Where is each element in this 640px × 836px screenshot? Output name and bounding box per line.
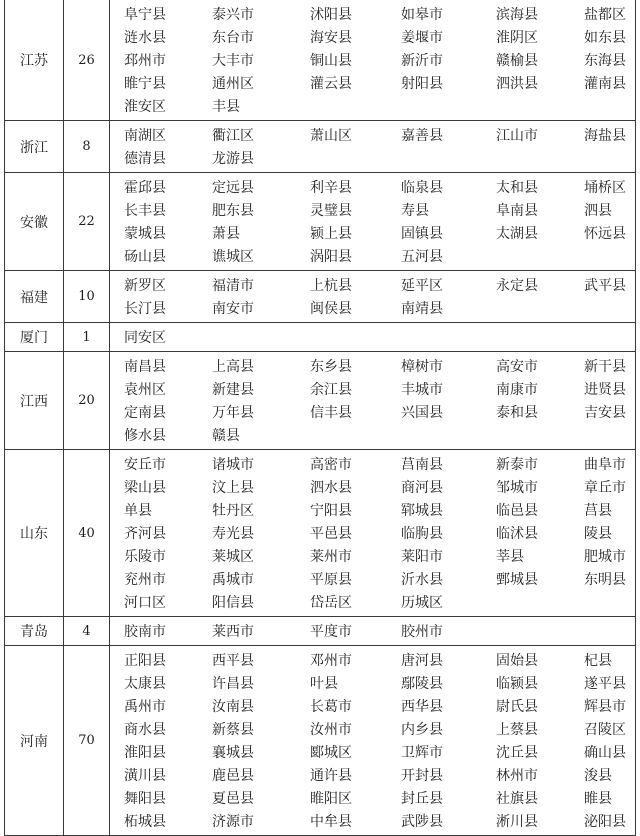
county-name: 莒县: [584, 503, 612, 519]
county-name: 淮阳县: [124, 745, 166, 761]
county-name: 射阳县: [401, 76, 443, 92]
county-name: 临邑县: [496, 503, 538, 519]
county-name: 滨海县: [496, 7, 538, 23]
county-name: 安丘市: [124, 457, 166, 473]
county-row: [110, 27, 635, 50]
province-name: 厦门: [4, 323, 64, 351]
county-name: 延平区: [401, 278, 443, 294]
county-name: 平邑县: [310, 526, 352, 542]
county-row: [110, 402, 635, 425]
county-count: 8: [64, 121, 110, 172]
county-count: 22: [64, 173, 110, 270]
county-name: 颍上县: [310, 226, 352, 242]
county-name: 西平县: [212, 653, 254, 669]
county-name: 蒙城县: [124, 226, 166, 242]
county-row: [110, 523, 635, 546]
county-name: 潢川县: [124, 768, 166, 784]
county-name: 丰县: [212, 99, 240, 115]
province-name: 河南: [4, 646, 64, 835]
county-row: [110, 477, 635, 500]
county-name: 闽侯县: [310, 301, 352, 317]
county-name: 涟水县: [124, 30, 166, 46]
county-name: 灌南县: [584, 76, 626, 92]
county-name: 南康市: [496, 382, 538, 398]
county-row: [110, 621, 635, 644]
county-name: 霍邱县: [124, 180, 166, 196]
province-section: [4, 617, 636, 646]
county-name: 许昌县: [212, 676, 254, 692]
county-name: 齐河县: [124, 526, 166, 542]
county-name: 肥城市: [584, 549, 626, 565]
county-name: 五河县: [401, 249, 443, 265]
province-section: [4, 121, 636, 173]
county-name: 阜宁县: [124, 7, 166, 23]
county-list: [110, 0, 636, 120]
county-row: [110, 96, 635, 119]
county-row: [110, 719, 635, 742]
county-name: 宁阳县: [310, 503, 352, 519]
county-name: 正阳县: [124, 653, 166, 669]
county-row: [110, 223, 635, 246]
county-name: 南安市: [212, 301, 254, 317]
county-name: 沈丘县: [496, 745, 538, 761]
county-name: 鹿邑县: [212, 768, 254, 784]
county-name: 新泰市: [496, 457, 538, 473]
county-name: 姜堰市: [401, 30, 443, 46]
county-name: 如皋市: [401, 7, 443, 23]
county-name: 龙游县: [212, 151, 254, 167]
county-name: 长丰县: [124, 203, 166, 219]
province-section: [4, 450, 636, 617]
county-name: 遂平县: [584, 676, 626, 692]
county-list: [110, 271, 636, 322]
county-name: 郓城县: [401, 503, 443, 519]
county-name: 汝州市: [310, 722, 352, 738]
county-name: 新罗区: [124, 278, 166, 294]
county-name: 叶县: [310, 676, 338, 692]
county-row: [110, 742, 635, 765]
county-name: 沭阳县: [310, 7, 352, 23]
county-name: 谯城区: [212, 249, 254, 265]
county-name: 永定县: [496, 278, 538, 294]
county-name: 砀山县: [124, 249, 166, 265]
county-list: [110, 617, 636, 645]
county-name: 东台市: [212, 30, 254, 46]
province-name: 福建: [4, 271, 64, 322]
county-row: [110, 148, 635, 171]
county-name: 历城区: [401, 595, 443, 611]
county-row: [110, 696, 635, 719]
county-name: 东乡县: [310, 359, 352, 375]
county-list: [110, 121, 636, 172]
county-row: [110, 379, 635, 402]
county-name: 阜南县: [496, 203, 538, 219]
county-name: 胶州市: [401, 624, 443, 640]
county-row: [110, 246, 635, 269]
county-name: 泌阳县: [584, 814, 626, 830]
county-name: 杞县: [584, 653, 612, 669]
county-name: 泗县: [584, 203, 612, 219]
county-row: [110, 500, 635, 523]
county-name: 单县: [124, 503, 152, 519]
county-row: [110, 650, 635, 673]
province-name: 浙江: [4, 121, 64, 172]
county-name: 信丰县: [310, 405, 352, 421]
county-name: 上高县: [212, 359, 254, 375]
county-name: 太湖县: [496, 226, 538, 242]
county-name: 泗水县: [310, 480, 352, 496]
county-name: 睢县: [584, 791, 612, 807]
county-name: 开封县: [401, 768, 443, 784]
county-name: 南昌县: [124, 359, 166, 375]
county-count: 10: [64, 271, 110, 322]
county-name: 社旗县: [496, 791, 538, 807]
county-name: 进贤县: [584, 382, 626, 398]
county-table: [4, 0, 636, 836]
county-name: 埇桥区: [584, 180, 626, 196]
county-count: 1: [64, 323, 110, 351]
county-name: 睢宁县: [124, 76, 166, 92]
county-row: [110, 811, 635, 834]
county-name: 德清县: [124, 151, 166, 167]
county-name: 通许县: [310, 768, 352, 784]
county-name: 诸城市: [212, 457, 254, 473]
county-list: [110, 352, 636, 449]
county-name: 柘城县: [124, 814, 166, 830]
county-name: 邳州市: [124, 53, 166, 69]
county-name: 乐陵市: [124, 549, 166, 565]
county-name: 寿县: [401, 203, 429, 219]
county-name: 鄄城县: [496, 572, 538, 588]
county-name: 东海县: [584, 53, 626, 69]
county-list: [110, 323, 636, 351]
county-name: 樟树市: [401, 359, 443, 375]
county-row: [110, 177, 635, 200]
county-name: 兖州市: [124, 572, 166, 588]
county-name: 赣县: [212, 428, 240, 444]
county-name: 曲阜市: [584, 457, 626, 473]
county-name: 唐河县: [401, 653, 443, 669]
province-name: 山东: [4, 450, 64, 616]
county-row: [110, 298, 635, 321]
county-name: 西华县: [401, 699, 443, 715]
county-name: 淮阴区: [496, 30, 538, 46]
county-name: 临颍县: [496, 676, 538, 692]
province-name: 青岛: [4, 617, 64, 645]
province-section: [4, 173, 636, 271]
county-name: 江山市: [496, 128, 538, 144]
county-name: 铜山县: [310, 53, 352, 69]
county-name: 怀远县: [584, 226, 626, 242]
county-name: 临朐县: [401, 526, 443, 542]
county-name: 海盐县: [584, 128, 626, 144]
county-name: 莒南县: [401, 457, 443, 473]
county-name: 济源市: [212, 814, 254, 830]
county-name: 新蔡县: [212, 722, 254, 738]
county-name: 泰兴市: [212, 7, 254, 23]
county-name: 汝南县: [212, 699, 254, 715]
county-name: 襄城县: [212, 745, 254, 761]
county-row: [110, 765, 635, 788]
county-name: 临泉县: [401, 180, 443, 196]
county-name: 河口区: [124, 595, 166, 611]
county-name: 岱岳区: [310, 595, 352, 611]
county-name: 鄢陵县: [401, 676, 443, 692]
county-name: 梁山县: [124, 480, 166, 496]
county-name: 新沂市: [401, 53, 443, 69]
county-name: 通州区: [212, 76, 254, 92]
county-name: 泗洪县: [496, 76, 538, 92]
county-name: 临沭县: [496, 526, 538, 542]
county-name: 东明县: [584, 572, 626, 588]
county-name: 武平县: [584, 278, 626, 294]
county-name: 武陟县: [401, 814, 443, 830]
county-row: [110, 125, 635, 148]
county-name: 高安市: [496, 359, 538, 375]
county-name: 兴国县: [401, 405, 443, 421]
county-row: [110, 4, 635, 27]
county-name: 莘县: [496, 549, 524, 565]
county-name: 莱西市: [212, 624, 254, 640]
county-row: [110, 327, 635, 350]
county-name: 平度市: [310, 624, 352, 640]
county-name: 同安区: [124, 330, 166, 346]
county-name: 莱州市: [310, 549, 352, 565]
county-name: 盐都区: [584, 7, 626, 23]
county-name: 太康县: [124, 676, 166, 692]
province-name: 江苏: [4, 0, 64, 120]
province-section: [4, 271, 636, 323]
county-name: 大丰市: [212, 53, 254, 69]
county-name: 莱阳市: [401, 549, 443, 565]
county-name: 肥东县: [212, 203, 254, 219]
county-name: 定南县: [124, 405, 166, 421]
county-name: 郾城区: [310, 745, 352, 761]
county-row: [110, 592, 635, 615]
county-name: 衢江区: [212, 128, 254, 144]
county-name: 封丘县: [401, 791, 443, 807]
county-row: [110, 569, 635, 592]
county-name: 胶南市: [124, 624, 166, 640]
county-name: 中牟县: [310, 814, 352, 830]
county-name: 莱城区: [212, 549, 254, 565]
county-name: 嘉善县: [401, 128, 443, 144]
county-name: 新建县: [212, 382, 254, 398]
county-row: [110, 73, 635, 96]
county-name: 上蔡县: [496, 722, 538, 738]
county-name: 邹城市: [496, 480, 538, 496]
county-name: 萧县: [212, 226, 240, 242]
county-name: 邓州市: [310, 653, 352, 669]
county-name: 福清市: [212, 278, 254, 294]
county-name: 涡阳县: [310, 249, 352, 265]
county-row: [110, 275, 635, 298]
county-name: 赣榆县: [496, 53, 538, 69]
county-name: 袁州区: [124, 382, 166, 398]
province-name: 安徽: [4, 173, 64, 270]
county-name: 舞阳县: [124, 791, 166, 807]
county-name: 牡丹区: [212, 503, 254, 519]
county-name: 淮安区: [124, 99, 166, 115]
county-row: [110, 425, 635, 448]
county-row: [110, 673, 635, 696]
county-name: 泰和县: [496, 405, 538, 421]
county-name: 商河县: [401, 480, 443, 496]
county-name: 利辛县: [310, 180, 352, 196]
county-name: 吉安县: [584, 405, 626, 421]
county-count: 26: [64, 0, 110, 120]
county-name: 章丘市: [584, 480, 626, 496]
county-name: 修水县: [124, 428, 166, 444]
county-name: 沂水县: [401, 572, 443, 588]
county-name: 灌云县: [310, 76, 352, 92]
county-name: 固始县: [496, 653, 538, 669]
county-count: 40: [64, 450, 110, 616]
county-name: 高密市: [310, 457, 352, 473]
county-name: 辉县市: [584, 699, 626, 715]
county-name: 萧山区: [310, 128, 352, 144]
county-name: 寿光县: [212, 526, 254, 542]
county-name: 确山县: [584, 745, 626, 761]
county-name: 丰城市: [401, 382, 443, 398]
county-name: 内乡县: [401, 722, 443, 738]
county-name: 禹城市: [212, 572, 254, 588]
county-name: 禹州市: [124, 699, 166, 715]
county-name: 召陵区: [584, 722, 626, 738]
county-list: [110, 450, 636, 616]
county-name: 固镇县: [401, 226, 443, 242]
county-name: 南靖县: [401, 301, 443, 317]
county-name: 陵县: [584, 526, 612, 542]
county-name: 长汀县: [124, 301, 166, 317]
county-row: [110, 200, 635, 223]
county-count: 20: [64, 352, 110, 449]
county-name: 太和县: [496, 180, 538, 196]
county-name: 南湖区: [124, 128, 166, 144]
county-name: 夏邑县: [212, 791, 254, 807]
county-name: 新干县: [584, 359, 626, 375]
county-row: [110, 454, 635, 477]
county-name: 阳信县: [212, 595, 254, 611]
county-name: 商水县: [124, 722, 166, 738]
province-section: [4, 0, 636, 121]
county-name: 长葛市: [310, 699, 352, 715]
county-name: 卫辉市: [401, 745, 443, 761]
county-name: 海安县: [310, 30, 352, 46]
county-count: 70: [64, 646, 110, 835]
county-name: 汶上县: [212, 480, 254, 496]
county-name: 睢阳区: [310, 791, 352, 807]
county-list: [110, 173, 636, 270]
county-name: 淅川县: [496, 814, 538, 830]
county-list: [110, 646, 636, 835]
county-name: 林州市: [496, 768, 538, 784]
county-name: 平原县: [310, 572, 352, 588]
county-name: 尉氏县: [496, 699, 538, 715]
province-section: [4, 352, 636, 450]
county-row: [110, 356, 635, 379]
province-section: [4, 323, 636, 352]
county-row: [110, 50, 635, 73]
county-name: 万年县: [212, 405, 254, 421]
county-row: [110, 546, 635, 569]
county-name: 灵璧县: [310, 203, 352, 219]
county-name: 定远县: [212, 180, 254, 196]
county-name: 浚县: [584, 768, 612, 784]
county-name: 如东县: [584, 30, 626, 46]
county-name: 上杭县: [310, 278, 352, 294]
county-count: 4: [64, 617, 110, 645]
county-name: 余江县: [310, 382, 352, 398]
province-name: 江西: [4, 352, 64, 449]
